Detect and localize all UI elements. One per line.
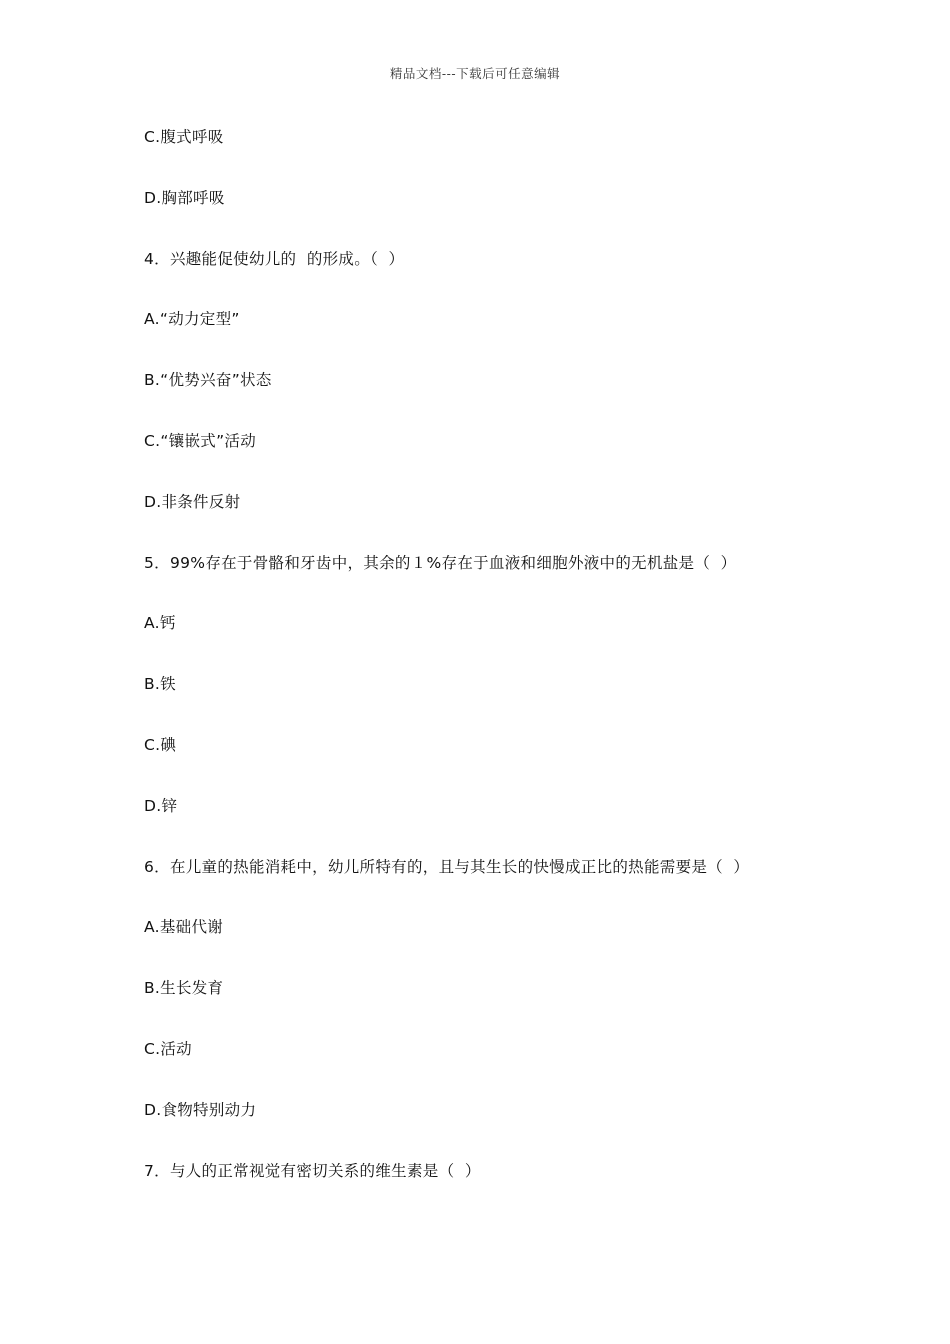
q5-option-d: D.锌	[144, 796, 178, 815]
question-5: 5．99%存在于骨骼和牙齿中，其余的１%存在于血液和细胞外液中的无机盐是（ ）	[144, 553, 737, 572]
q4-option-d: D.非条件反射	[144, 492, 241, 511]
q4-option-b: B.“优势兴奋”状态	[144, 371, 272, 390]
q4-option-a: A.“动力定型”	[144, 310, 240, 329]
q6-option-d: D.食物特别动力	[144, 1100, 257, 1119]
question-7: 7．与人的正常视觉有密切关系的维生素是（ ）	[144, 1161, 481, 1180]
q5-option-c: C.碘	[144, 735, 177, 754]
option-c-abdominal-breathing: C.腹式呼吸	[144, 128, 224, 146]
q6-option-c: C.活动	[144, 1039, 192, 1058]
page-header: 精品文档---下载后可任意编辑	[389, 66, 561, 81]
q6-option-b: B.生长发育	[144, 979, 224, 998]
q6-option-a: A.基础代谢	[144, 918, 224, 937]
question-6: 6．在儿童的热能消耗中，幼儿所特有的，且与其生长的快慢成正比的热能需要是（ ）	[144, 857, 750, 876]
document-body	[144, 126, 864, 1220]
q5-option-a: A.钙	[144, 614, 176, 633]
option-d-chest-breathing: D.胸部呼吸	[144, 188, 225, 207]
question-4: 4．兴趣能促使幼儿的 的形成。（ ）	[144, 249, 405, 268]
q4-option-c: C.“镶嵌式”活动	[144, 431, 257, 450]
q5-option-b: B.铁	[144, 675, 176, 694]
